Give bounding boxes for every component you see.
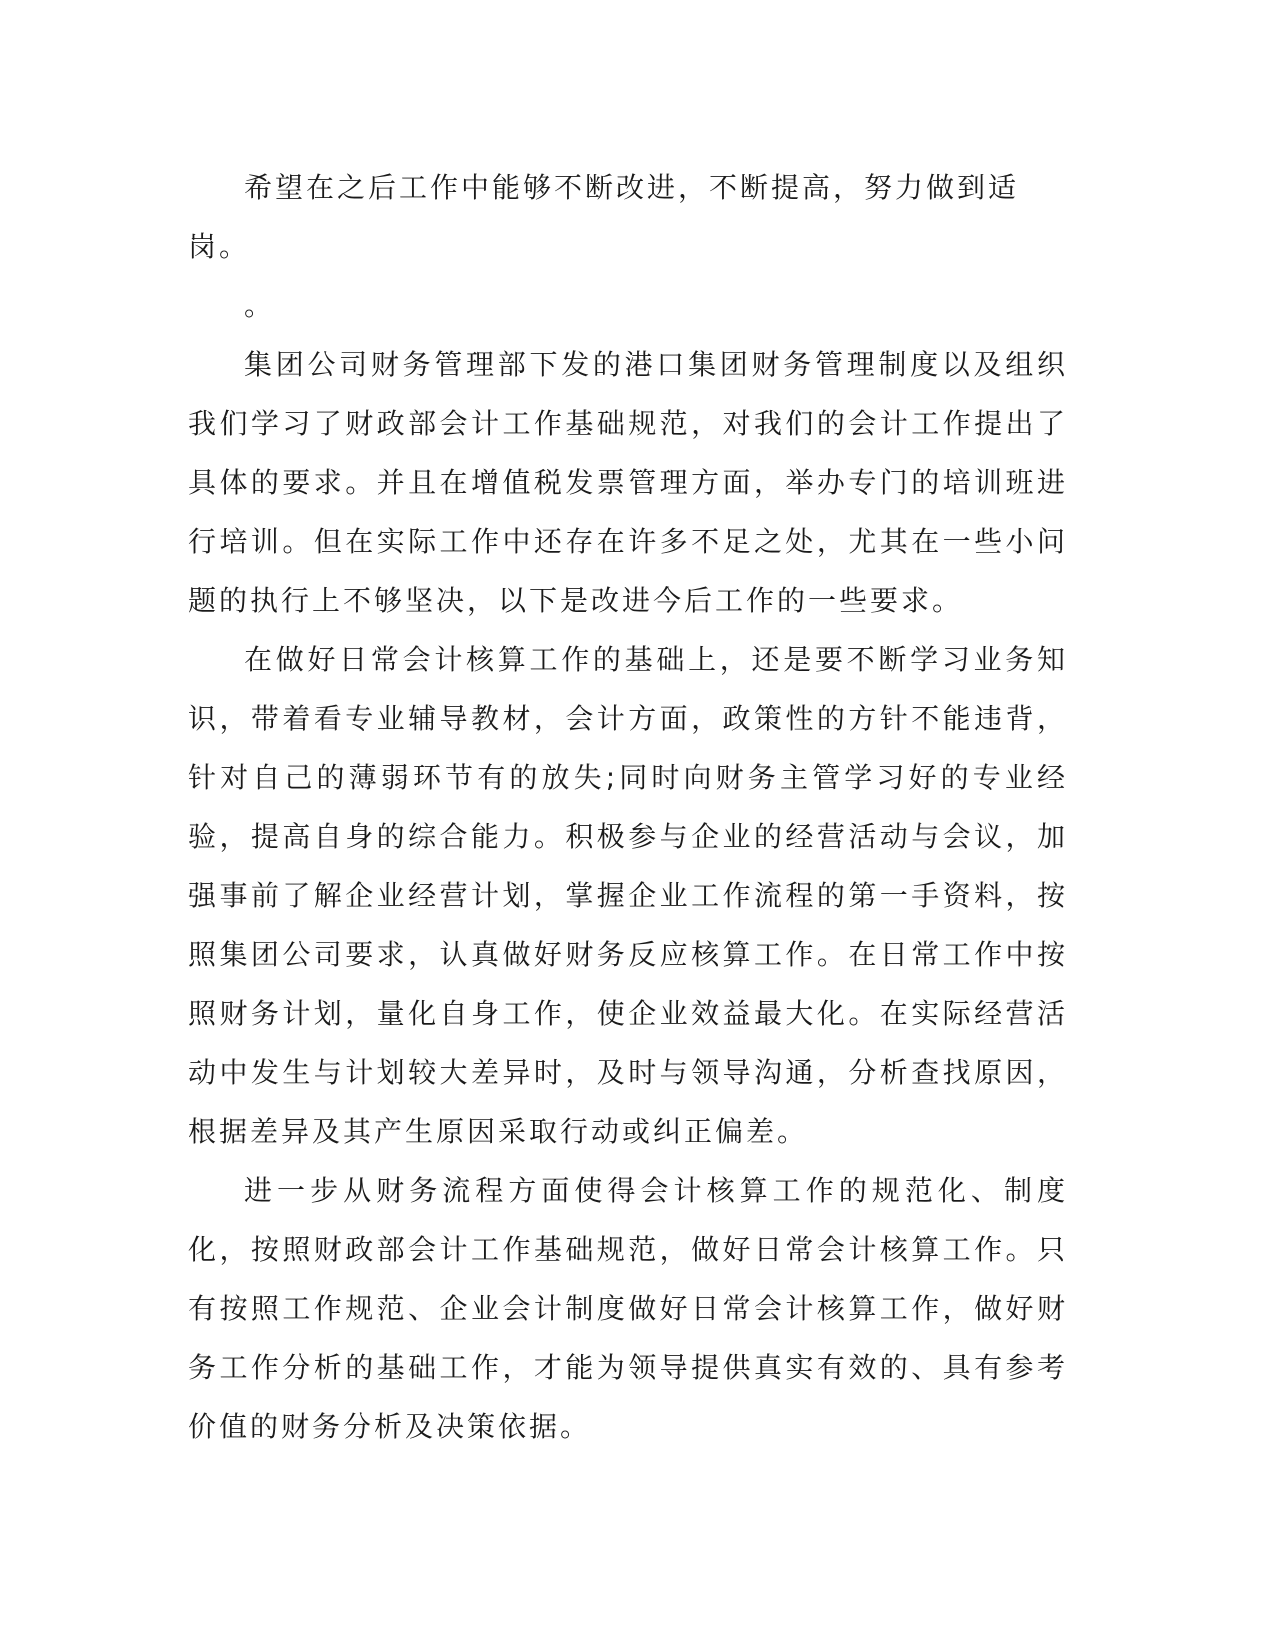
paragraph-1: 希望在之后工作中能够不断改进，不断提高，努力做到适岗。 (188, 171, 1020, 263)
paragraph-4: 在做好日常会计核算工作的基础上，还是要不断学习业务知识，带着看专业辅导教材，会计方面，政策性的方针不能违背，针对自己的薄弱环节有的放失;同时向财务主管学习好的专业经验，提高自身的综合能力。积极参与企业的经营活动与会议，加强事前了解企业经营计划，掌握企业工作流程的第一手资料，按照集团公司要求，认真做好财务反应核算工作。在日常工作中按照财务计划，量化自身工作，使企业效益最大化。在实际经营活动中发生与计划较大差异时，及时与领导沟通，分析查找原因，根据差异及其产生原因采取行动或纠正偏差。 (188, 643, 1068, 1148)
paragraph-5: 进一步从财务流程方面使得会计核算工作的规范化、制度化，按照财政部会计工作基础规范，做好日常会计核算工作。只有按照工作规范、企业会计制度做好日常会计核算工作，做好财务工作分析的基础工作，才能为领导提供真实有效的、具有参考价值的财务分析及决策依据。 (188, 1174, 1068, 1443)
paragraph-3: 集团公司财务管理部下发的港口集团财务管理制度以及组织我们学习了财政部会计工作基础规范，对我们的会计工作提出了具体的要求。并且在增值税发票管理方面，举办专门的培训班进行培训。但在实际工作中还存在许多不足之处，尤其在一些小问题的执行上不够坚决，以下是改进今后工作的一些要求。 (188, 348, 1068, 617)
paragraph-2: 。 (244, 289, 276, 322)
document-body (188, 158, 1068, 1456)
